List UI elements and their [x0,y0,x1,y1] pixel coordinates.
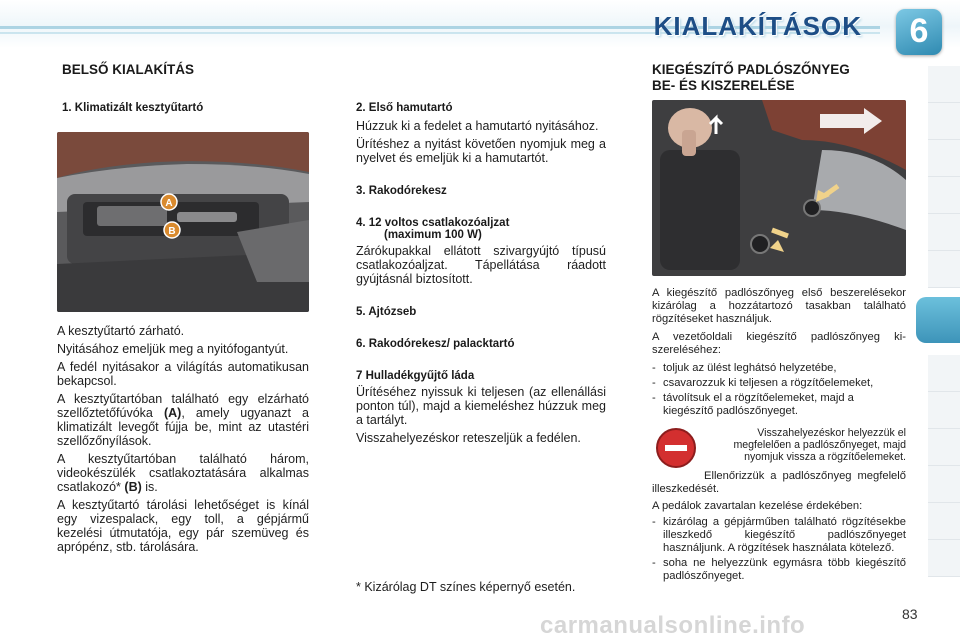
watermark: carmanualsonline.info [540,612,806,639]
item-heading: 6. Rakodórekesz/ palacktartó [356,338,515,350]
paragraph: Ürítéshez a nyitást követően nyomjuk meg a nyelvet és emeljük ki a hamutartót. [356,137,606,165]
section-title: KIEGÉSZÍTŐ PADLÓSZŐNYEG [652,62,850,77]
item-heading: 2. Első hamutartó [356,102,453,114]
paragraph: Ürítéséhez nyissuk ki teljesen (az ellenállási ponton túl), majd a kiemeléshez húzzuk meg a tartályt. [356,385,606,427]
item-heading: 5. Ajtózseb [356,306,417,318]
warning-text: Visszahelyezéskor helyezzük el megfelelően a padlószőnyeget, majd nyomjuk vissza a rögzítőelemeket. [733,427,906,463]
chapter-tab [928,355,960,392]
floor-mat-illustration [652,100,906,276]
pedals-title: A pedálok zavartalan kezelése érdekében: [652,500,863,512]
list-item: - csavarozzuk ki teljesen a rögzítőelemeket, [652,377,874,389]
chapter-badge [896,9,942,55]
chapter-tab [928,429,960,466]
item-heading: 1. Klimatizált kesztyűtartó [62,102,204,114]
glovebox-photo [57,132,309,312]
chapter-tab [928,214,960,251]
paragraph: A kesztyűtartóban található három, videokészülék csatlakoztatására alkalmas csatlakozó* (B) is. [57,452,309,494]
glovebox-text [57,324,309,554]
list-item: - távolítsuk el a rögzítőelemeket, majd a kiegészítő padlószőnyeget. [652,392,854,417]
chapter-tab [928,177,960,214]
chapter-tab [928,466,960,503]
middle-column [356,102,606,445]
paragraph: Zárókupakkal ellátott szivargyújtó típusú csatlakozóaljzat. Tápellátása ráadott gyújtásnál biztosított. [356,244,606,286]
paragraph: A kesztyűtartó tárolási lehetőséget is kínál egy vizespalack, egy toll, a gépjármű kezelési útmutatója, egy pár szemüveg és aprópénz, stb. tárolására. [57,498,309,554]
right-column-text [652,287,906,418]
paragraph: Nyitásához emeljük meg a nyitófogantyút. [57,342,289,356]
chapter-tab [928,251,960,288]
chapter-tab [928,103,960,140]
paragraph: Visszahelyezéskor reteszeljük a fedélen. [356,431,581,445]
section-title: BELSŐ KIALAKÍTÁS [62,62,195,77]
chapter-tab [928,540,960,577]
paragraph: A vezetőoldali kiegészítő padlószőnyeg kiszereléséhez: [652,331,906,356]
svg-text:A: A [165,198,173,209]
paragraph: A fedél nyitásakor a világítás automatikusan bekapcsol. [57,360,309,388]
removal-steps [652,362,906,418]
chapter-title: KIALAKÍTÁSOK [653,11,862,41]
list-item: - kizárólag a gépjárműben található rögzítésekbe illeszkedő kiegészítő padlószőnyeget használjunk. A rögzítések használata kötelező. [652,516,906,554]
item-heading: 4. 12 voltos csatlakozóaljzat [356,217,510,229]
list-item: - soha ne helyezzünk egymásra több kiegészítő padlószőnyeget. [652,557,906,582]
chapter-tab [928,503,960,540]
paragraph: Húzzuk ki a fedelet a hamutartó nyitásához. [356,119,599,133]
section-title-line-2: BE- ÉS KISZERELÉSE [652,78,795,93]
chapter-tab-active [916,297,960,343]
paragraph: A kiegészítő padlószőnyeg első beszerelésekor kizárólag a hozzátartozó tasakban található rögzítéseket használjuk. [652,287,906,325]
glovebox-illustration [57,132,309,312]
warning-icon [656,428,696,468]
svg-text:B: B [168,226,176,237]
item-heading: (maximum 100 W) [384,229,482,241]
item-heading: 3. Rakodórekesz [356,185,447,197]
check-text: Ellenőrizzük a padlószőnyeg megfelelő illeszkedését. [652,470,906,495]
floor-mat-photo [652,100,906,276]
chapter-number: 6 [909,12,929,50]
item-heading: 7 Hulladékgyűjtő láda [356,370,475,382]
chapter-tab [928,140,960,177]
chapter-tab [928,392,960,429]
list-item: - toljuk az ülést leghátsó helyzetébe, [652,362,837,374]
chapter-tab [928,66,960,103]
pedal-steps [652,516,906,583]
page-number: 83 [902,606,918,622]
paragraph: A kesztyűtartó zárható. [57,324,185,338]
footnote: * Kizárólag DT színes képernyő esetén. [356,580,576,594]
paragraph: A kesztyűtartóban található egy elzárható szellőztetőfúvóka (A), amely ugyanazt a klimatizált levegőt fújja be, mint az utastéri szellőzőnyílások. [57,392,310,448]
